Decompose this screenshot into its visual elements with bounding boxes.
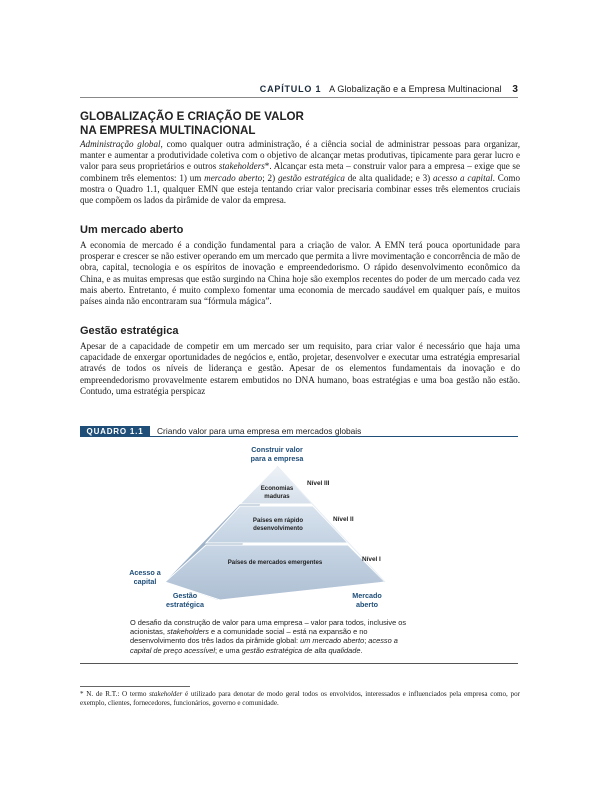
tier-1-label: Países de mercados emergentes bbox=[227, 559, 323, 566]
level-2-label: Nível II bbox=[333, 516, 354, 523]
tier-2-line-2: desenvolvimento bbox=[253, 524, 303, 532]
level-3-label: Nível III bbox=[307, 480, 330, 487]
bottom-left-label-line-1: Gestão bbox=[172, 591, 198, 600]
left-label-access-capital bbox=[120, 568, 170, 586]
caption-text: ; bbox=[364, 636, 369, 646]
footnote-text: é utilizado para denotar de modo geral todos os envolvidos, interessados e influenciados pela empresa como, por exemplo, clientes, fornecedores, funcionários, governo e comunidade. bbox=[80, 690, 520, 707]
section-heading-strategic-management: Gestão estratégica bbox=[80, 325, 179, 337]
intro-text: de alta qualidade; e 3) bbox=[344, 172, 433, 183]
bottom-left-label-line-2: estratégica bbox=[166, 600, 204, 609]
caption-text: O desafio da construção de valor para uma empresa – valor para todos, inclusive os acionistas, bbox=[130, 618, 407, 637]
section-heading-open-market: Um mercado aberto bbox=[80, 224, 184, 236]
footnote-text: * N. de R.T.: O termo bbox=[80, 690, 150, 698]
section-strategic-management-text: Apesar de a capacidade de competir em um mercado ser um requisito, para criar valor é necessário que haja uma capacidade de enxergar oportunidades de negócios e, então, projetar, desenvolver e executar uma estratégia empresarial através de todos os níveis de liderança e gestão. Apesar de os elementos fundamentais da inovação e do empreendedorismo provavelmente estarem embutidos no DNA humano, boas estratégias e uma boa gestão não estão. Contudo, uma estratégia perspicaz bbox=[80, 341, 520, 396]
term-strategic-management: gestão estratégica bbox=[277, 172, 345, 183]
left-label-line-1: Acesso a bbox=[129, 568, 161, 577]
caption-term: um mercado aberto bbox=[300, 636, 365, 646]
intro-text: *. Alcançar esta meta – construir valor para a empresa – exige que se combinem três elementos: 1) um bbox=[80, 161, 520, 183]
tier-3-line-1: Economias bbox=[260, 485, 294, 492]
tier-2-label bbox=[238, 517, 318, 532]
intro-text: . Como mostra o Quadro 1.1, qualquer EMN que esteja tentando criar valor precisaria combinar esses três elementos cruciais que compõem os lados da pirâmide de valor da empresa. bbox=[80, 172, 520, 206]
figure-label: QUADRO 1.1 bbox=[80, 426, 150, 437]
caption-term: gestão estratégica de alta qualidade bbox=[241, 645, 361, 655]
apex-label-line-2: para a empresa bbox=[250, 454, 304, 463]
apex-label-line-1: Construir valor bbox=[251, 445, 303, 454]
bottom-right-label-line-1: Mercado bbox=[352, 591, 382, 600]
intro-text: ; 2) bbox=[262, 172, 278, 183]
bottom-right-label-open-market bbox=[337, 591, 397, 609]
tier-2-line-1: Países em rápido bbox=[252, 517, 304, 524]
caption-term: stakeholders bbox=[166, 627, 209, 637]
figure-bottom-rule bbox=[80, 663, 518, 664]
caption-text: e a comunidade social – está na expansão e no desenvolvimento dos três lados da pirâmide global: bbox=[130, 627, 368, 646]
section-open-market-text: A economia de mercado é a condição fundamental para a criação de valor. A EMN terá pouca oportunidade para prosperar e crescer se não estiver operando em um mercado que permita a livre movimentação e concorrência de mão de obra, capital, tecnologia e os espíritos de inovação e empreendedorismo. O rápido desenvolvimento econômico da China, e as muitas empresas que estão surgindo na China hoje são exemplos recentes do poder de um mercado cada vez mais aberto. Entretanto, é muito complexo fomentar uma economia de mercado saudável em qualquer país, e muitos países ainda não encontraram sua “fórmula mágica”. bbox=[80, 240, 520, 307]
term-global-management: Administração global bbox=[80, 139, 161, 149]
tier-3-line-2: maduras bbox=[264, 492, 290, 500]
figure-title: Criando valor para uma empresa em mercados globais bbox=[157, 426, 362, 436]
chapter-label: CAPÍTULO 1 bbox=[259, 84, 322, 94]
intro-text: , como qualquer outra administração, é a ciência social de administrar pessoas para organizar, manter e aumentar a produtividade coletiva com o objetivo de alcançar metas produtivas, tipicamente para gerar lucro e valor para seus proprietários e outros bbox=[80, 139, 520, 172]
figure-caption bbox=[130, 618, 420, 655]
title-line-1: GLOBALIZAÇÃO E CRIAÇÃO DE VALOR bbox=[80, 110, 304, 123]
term-stakeholders: stakeholders bbox=[218, 161, 265, 172]
tier-3-label bbox=[245, 485, 309, 500]
left-label-line-2: capital bbox=[133, 577, 157, 586]
bottom-right-label-line-2: aberto bbox=[356, 600, 378, 609]
footnote-term: stakeholder bbox=[149, 690, 183, 698]
chapter-title: A Globalização e a Empresa Multinacional bbox=[329, 84, 502, 94]
term-open-market: mercado aberto bbox=[204, 172, 263, 183]
caption-text: ; e uma bbox=[215, 645, 242, 655]
caption-text: . bbox=[360, 645, 363, 655]
title-line-2: NA EMPRESA MULTINACIONAL bbox=[80, 124, 256, 137]
level-1-label: Nível I bbox=[362, 556, 381, 563]
bottom-left-label-strategic-management bbox=[155, 591, 215, 609]
term-access-capital: acesso a capital bbox=[433, 172, 493, 183]
apex-label bbox=[232, 445, 322, 463]
footnote bbox=[80, 690, 520, 708]
caption-term: acesso a capital de preço acessível bbox=[130, 636, 398, 655]
page-number: 3 bbox=[512, 84, 518, 95]
footnote-rule bbox=[80, 686, 190, 687]
